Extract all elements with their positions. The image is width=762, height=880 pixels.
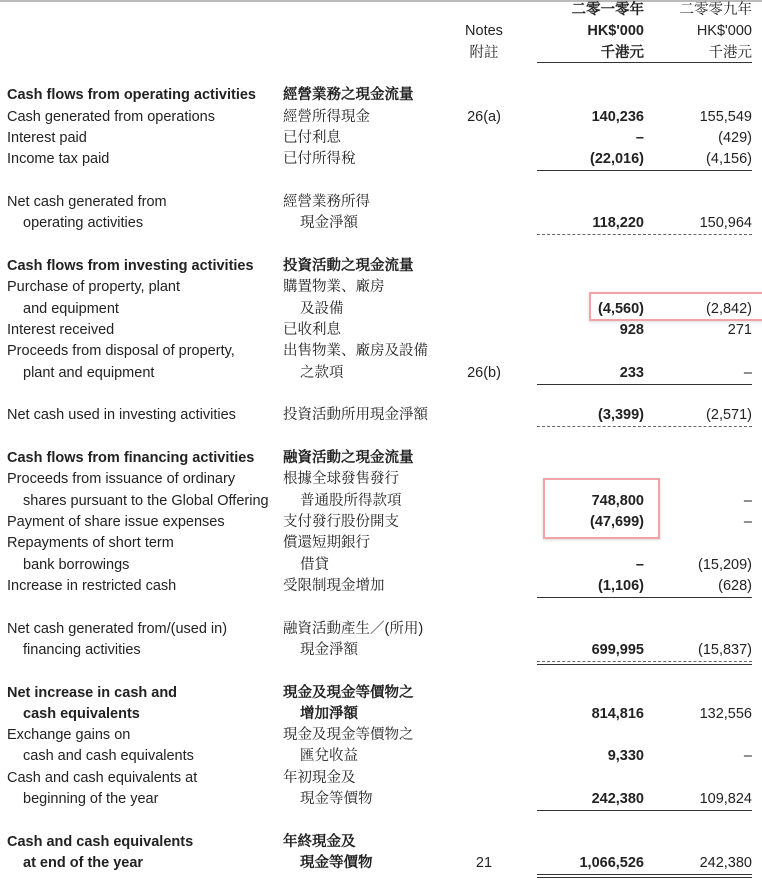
row-label-zh: 已付所得稅 xyxy=(283,151,356,168)
row-label-en: Purchase of property, plant xyxy=(7,279,181,296)
table-row xyxy=(0,192,762,213)
spacer xyxy=(0,171,762,192)
table-row xyxy=(0,683,762,704)
row-label-zh: 受限制現金增加 xyxy=(283,577,385,594)
table-row xyxy=(0,107,762,128)
current-year-value: 242,380 xyxy=(591,791,644,808)
row-label-zh: 借貸 xyxy=(300,556,329,573)
row-label-en: Cash flows from operating activities xyxy=(7,87,256,104)
row-note: 26(a) xyxy=(467,108,501,125)
spacer xyxy=(0,64,762,85)
row-label-en: bank borrowings xyxy=(23,556,130,573)
row-label-en: Proceeds from disposal of property, xyxy=(7,343,235,360)
row-label-zh: 出售物業、廠房及設備 xyxy=(283,343,428,360)
prior-year-value: – xyxy=(743,492,752,509)
table-row xyxy=(0,149,762,170)
table-row xyxy=(0,363,762,384)
row-label-en: beginning of the year xyxy=(23,791,159,808)
row-label-zh: 經營所得現金 xyxy=(283,108,370,125)
row-label-zh: 融資活動產生／(所用) xyxy=(283,620,424,637)
current-unit-header-zh: 千港元 xyxy=(600,44,644,61)
current-year-value: – xyxy=(635,129,644,146)
row-note: 21 xyxy=(475,855,493,872)
row-label-zh: 現金淨額 xyxy=(300,215,358,232)
row-label-zh: 已付利息 xyxy=(283,129,341,146)
row-label-en: Net cash generated from/(used in) xyxy=(7,620,228,637)
row-label-en: Interest received xyxy=(7,321,115,338)
current-year-value: (4,560) xyxy=(598,300,644,317)
current-year-value: 9,330 xyxy=(607,748,644,765)
prior-year-value: 242,380 xyxy=(699,855,752,872)
row-label-en: Cash generated from operations xyxy=(7,108,215,125)
prior-year-value: (429) xyxy=(718,129,752,146)
current-year-value: (3,399) xyxy=(598,407,644,424)
row-label-en: Cash flows from financing activities xyxy=(7,449,255,466)
prior-year-value: 155,549 xyxy=(699,108,752,125)
prior-year-value: 132,556 xyxy=(699,705,752,722)
row-label-zh: 根據全球發售發行 xyxy=(283,471,399,488)
row-label-zh: 普通股所得款項 xyxy=(300,492,402,509)
current-unit-header: HK$'000 xyxy=(587,23,644,40)
prior-year-value: (15,209) xyxy=(697,556,752,573)
row-label-zh: 投資活動之現金流量 xyxy=(283,257,414,274)
table-row xyxy=(0,704,762,725)
row-label-zh: 支付發行股份開支 xyxy=(283,513,399,530)
table-row xyxy=(0,725,762,746)
row-label-en: operating activities xyxy=(23,215,144,232)
table-row xyxy=(0,128,762,149)
table-row xyxy=(0,341,762,362)
row-label-zh: 增加淨額 xyxy=(300,705,358,722)
table-row xyxy=(0,448,762,469)
row-label-zh: 投資活動所用現金淨額 xyxy=(283,407,428,424)
table-row xyxy=(0,85,762,106)
row-label-zh: 償還短期銀行 xyxy=(283,535,370,552)
row-label-en: Income tax paid xyxy=(7,151,110,168)
row-label-en: Cash and cash equivalents at xyxy=(7,769,198,786)
prior-year-value: (15,837) xyxy=(697,641,752,658)
prior-unit-header: HK$'000 xyxy=(696,23,752,40)
prior-unit-header-zh: 千港元 xyxy=(708,44,752,61)
current-year-value: – xyxy=(635,556,644,573)
row-label-en: shares pursuant to the Global Offering xyxy=(23,492,269,509)
row-label-en: Exchange gains on xyxy=(7,727,131,744)
row-label-en: financing activities xyxy=(23,641,141,658)
header-row-year xyxy=(0,0,762,21)
prior-year-value: (2,842) xyxy=(706,300,752,317)
current-year-value: 814,816 xyxy=(591,705,644,722)
table-row xyxy=(0,789,762,810)
row-label-en: and equipment xyxy=(23,300,119,317)
prior-year-value: (2,571) xyxy=(706,407,752,424)
highlight-box-ppe xyxy=(589,292,762,321)
table-row xyxy=(0,746,762,767)
prior-year-value: – xyxy=(743,513,752,530)
row-label-en: Proceeds from issuance of ordinary xyxy=(7,471,236,488)
row-label-zh: 現金等價物 xyxy=(300,791,373,808)
row-label-en: Interest paid xyxy=(7,129,87,146)
table-row xyxy=(0,619,762,640)
current-year-value: 1,066,526 xyxy=(579,855,644,872)
current-year-value: 118,220 xyxy=(592,215,644,232)
row-note: 26(b) xyxy=(467,364,501,381)
current-year-value: (47,699) xyxy=(589,513,644,530)
header-underline xyxy=(537,62,752,63)
row-label-en: at end of the year xyxy=(23,855,144,872)
prior-year-header: 二零零九年 xyxy=(679,2,752,18)
row-label-zh: 及設備 xyxy=(300,300,344,317)
row-label-en: Increase in restricted cash xyxy=(7,577,177,594)
current-year-value: 748,800 xyxy=(591,492,644,509)
spacer xyxy=(0,661,762,682)
prior-year-value: 150,964 xyxy=(699,215,752,232)
row-label-zh: 經營業務所得 xyxy=(283,193,370,210)
spacer xyxy=(0,427,762,448)
current-year-value: 140,236 xyxy=(591,108,644,125)
row-label-zh: 經營業務之現金流量 xyxy=(283,87,414,104)
row-label-zh: 現金等價物 xyxy=(300,855,373,872)
subtotal-rule xyxy=(537,874,752,875)
current-year-value: (1,106) xyxy=(598,577,644,594)
spacer xyxy=(0,597,762,618)
prior-year-value: – xyxy=(743,748,752,765)
header-row-unit xyxy=(0,21,762,42)
table-row xyxy=(0,768,762,789)
table-row xyxy=(0,640,762,661)
row-label-en: cash equivalents xyxy=(23,705,140,722)
notes-header-zh: 附註 xyxy=(469,44,499,61)
row-label-en: Net cash used in investing activities xyxy=(7,407,236,424)
table-row xyxy=(0,555,762,576)
prior-year-value: (628) xyxy=(718,577,752,594)
row-label-en: cash and cash equivalents xyxy=(23,748,194,765)
row-label-zh: 已收利息 xyxy=(283,321,341,338)
prior-year-value: 271 xyxy=(727,321,752,338)
current-year-header: 二零一零年 xyxy=(571,2,644,18)
row-label-en: Payment of share issue expenses xyxy=(7,513,225,530)
table-row xyxy=(0,853,762,874)
spacer xyxy=(0,235,762,256)
row-label-zh: 匯兌收益 xyxy=(300,748,358,765)
row-label-en: Repayments of short term xyxy=(7,535,174,552)
table-row xyxy=(0,832,762,853)
current-year-value: 699,995 xyxy=(591,641,644,658)
notes-header: Notes xyxy=(465,23,503,40)
table-row xyxy=(0,256,762,277)
row-label-zh: 之款項 xyxy=(300,364,344,381)
table-row xyxy=(0,213,762,234)
row-label-en: Cash flows from investing activities xyxy=(7,257,254,274)
spacer xyxy=(0,810,762,831)
header-row-unit-zh xyxy=(0,43,762,64)
row-label-zh: 購置物業、廠房 xyxy=(283,279,385,296)
row-label-en: plant and equipment xyxy=(23,364,155,381)
table-row xyxy=(0,405,762,426)
row-label-zh: 現金淨額 xyxy=(300,641,358,658)
row-label-en: Net cash generated from xyxy=(7,193,167,210)
row-label-en: Cash and cash equivalents xyxy=(7,833,194,850)
row-label-zh: 年終現金及 xyxy=(283,833,356,850)
current-year-value: 233 xyxy=(619,364,644,381)
current-year-value: (22,016) xyxy=(589,151,644,168)
row-label-zh: 融資活動之現金流量 xyxy=(283,449,414,466)
table-row xyxy=(0,320,762,341)
table-row xyxy=(0,576,762,597)
prior-year-value: 109,824 xyxy=(699,791,752,808)
prior-year-value: – xyxy=(743,364,752,381)
row-label-en: Net increase in cash and xyxy=(7,684,178,701)
row-label-zh: 現金及現金等價物之 xyxy=(283,727,414,744)
prior-year-value: (4,156) xyxy=(706,151,752,168)
highlight-box-offering xyxy=(543,478,660,539)
current-year-value: 928 xyxy=(619,321,644,338)
spacer xyxy=(0,384,762,405)
row-label-zh: 年初現金及 xyxy=(283,769,356,786)
row-label-zh: 現金及現金等價物之 xyxy=(283,684,414,701)
